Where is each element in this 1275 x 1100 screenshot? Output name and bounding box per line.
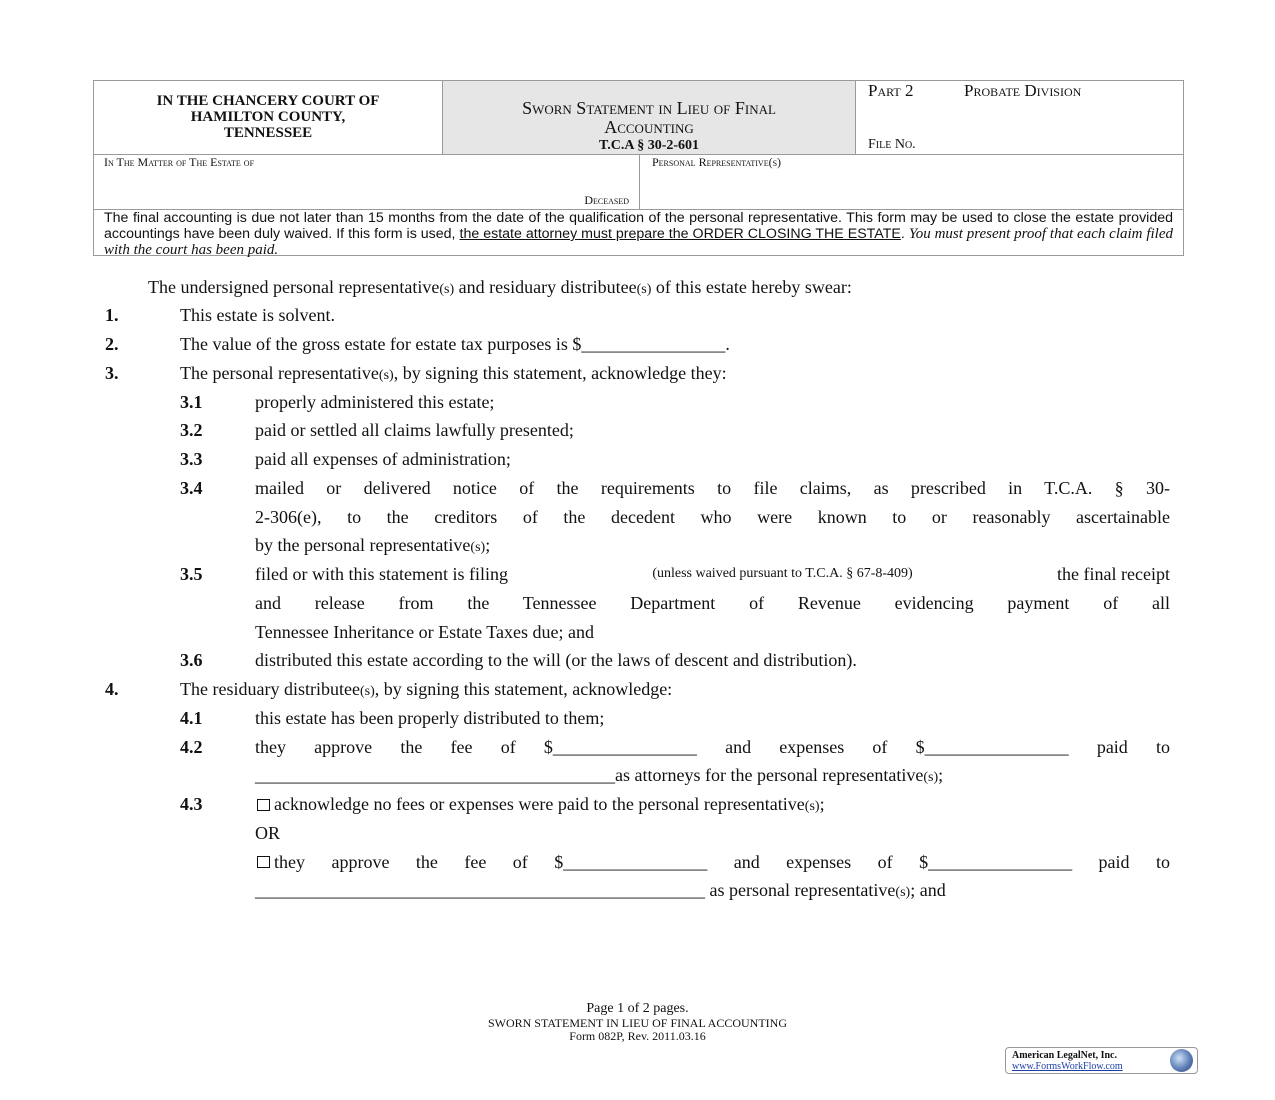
no-fees-checkbox[interactable] (257, 799, 270, 811)
file-number-label: File No. (868, 137, 916, 152)
item-number-4: 4. (105, 679, 119, 699)
court-line-1: IN THE CHANCERY COURT OF (156, 93, 380, 109)
item-3-5-line-1 (255, 564, 1170, 584)
intro-a: The undersigned personal representative (148, 277, 440, 297)
item-number-3-5: 3.5 (180, 564, 203, 584)
american-legalnet-logo[interactable] (1005, 1047, 1198, 1074)
item-3-3-text: paid all expenses of administration; (255, 449, 511, 469)
part-division-cell (855, 81, 1183, 154)
instructions-notice (94, 209, 1183, 256)
form-title (442, 81, 855, 154)
item-number-3-4: 3.4 (180, 478, 203, 498)
item-4-a: The residuary distributee (180, 679, 360, 699)
item-number-4-3: 4.3 (180, 794, 203, 814)
item-4-2-l2b: ; (938, 765, 944, 785)
item-number-3-6: 3.6 (180, 650, 203, 670)
brand-name: American LegalNet, Inc. (1012, 1050, 1117, 1061)
item-4-2-l2s: (s) (923, 770, 939, 785)
approve-fee-checkbox[interactable] (257, 856, 270, 868)
statute-reference: T.C.A § 30-2-601 (598, 138, 700, 153)
estate-matter-field[interactable] (94, 154, 639, 209)
personal-representative-field[interactable] (639, 154, 1183, 209)
notice-italic: You must present proof that each claim filed with the court has been paid. (104, 226, 1173, 258)
item-4-s: (s) (359, 684, 375, 699)
item-4-3-option-1 (257, 794, 825, 817)
item-4-3-l2[interactable]: they approve the fee of $________________ and expenses of $________________ paid to (274, 852, 1170, 872)
personal-representative-label: Personal Representative(s) (652, 155, 782, 169)
footer-form-number: Form 082P, Rev. 2011.03.16 (569, 1029, 706, 1043)
or-separator: OR (255, 823, 281, 843)
notice-text: The final accounting is due not later than 15 months from the date of the qualification of the personal representative. This form may be used to close the estate provided accountings have been duly waived. If this form is used, (104, 210, 1173, 242)
page-number: Page 1 of 2 pages. (586, 1001, 689, 1016)
item-1-text: This estate is solvent. (180, 305, 335, 325)
item-number-4-1: 4.1 (180, 708, 203, 728)
notice-underlined: the estate attorney must prepare the ORDER CLOSING THE ESTATE (459, 226, 901, 242)
intro-s2: (s) (636, 282, 652, 297)
item-4-3-l1s: (s) (804, 799, 820, 814)
item-3-5-l1a: filed or with this statement is filing (255, 564, 508, 584)
court-name (94, 81, 442, 154)
item-3-4-l3a: by the personal representative (255, 535, 471, 555)
item-3-6-text: distributed this estate according to the will (or the laws of descent and distribution). (255, 650, 857, 670)
item-3-4-line-1: mailed or delivered notice of the requirements to file claims, as prescribed in T.C.A. § 30- (255, 478, 1170, 498)
court-line-2: HAMILTON COUNTY, (190, 109, 346, 125)
form-title-line-1: Sworn Statement in Lieu of Final (522, 98, 776, 118)
item-4-b: , by signing this statement, acknowledge: (374, 679, 673, 699)
item-4-2-l2a: ________________________________________as attorneys for the personal representative (255, 765, 924, 785)
deceased-label: Deceased (584, 193, 629, 207)
item-3-4-line-3 (255, 535, 490, 558)
item-3-b: , by signing this statement, acknowledge they: (393, 363, 727, 383)
item-3-4-line-2: 2-306(e), to the creditors of the decedent who were known to or reasonably ascertainable (255, 507, 1170, 527)
item-4-3-l1b: ; (819, 794, 825, 814)
item-4-2-line-2[interactable] (255, 765, 943, 788)
item-3-a: The personal representative (180, 363, 379, 383)
item-3-s: (s) (378, 368, 394, 383)
item-number-3-2: 3.2 (180, 420, 203, 440)
item-3-5-l1b: the final receipt (1057, 564, 1170, 584)
item-number-3: 3. (105, 363, 119, 383)
item-3-4-l3s: (s) (470, 540, 486, 555)
item-3-2-text: paid or settled all claims lawfully presented; (255, 420, 574, 440)
item-3-5-l1s: (unless waived pursuant to T.C.A. § 67-8-409) (652, 566, 913, 581)
footer-form-title: SWORN STATEMENT IN LIEU OF FINAL ACCOUNTING (487, 1016, 788, 1030)
estate-matter-label: In The Matter of The Estate of (104, 155, 255, 169)
item-number-3-1: 3.1 (180, 392, 203, 412)
item-3-4-l3b: ; (485, 535, 491, 555)
item-4-3-option-2 (257, 852, 1170, 872)
item-4-text (180, 679, 672, 702)
item-3-1-text: properly administered this estate; (255, 392, 495, 412)
item-4-3-l1a: acknowledge no fees or expenses were paid to the personal representative (274, 794, 805, 814)
intro-s1: (s) (439, 282, 455, 297)
form-title-line-2: Accounting (604, 117, 694, 137)
item-number-4-2: 4.2 (180, 737, 203, 757)
item-4-3-l3b: ; and (910, 880, 946, 900)
item-number-3-3: 3.3 (180, 449, 203, 469)
item-4-3-l3s: (s) (895, 885, 911, 900)
item-4-1-text: this estate has been properly distributed to them; (255, 708, 605, 728)
brand-url[interactable]: www.FormsWorkFlow.com (1012, 1061, 1123, 1072)
item-3-text (180, 363, 727, 386)
header-table (93, 80, 1184, 256)
intro-b: and residuary distributee (454, 277, 637, 297)
division-label: Probate Division (964, 81, 1082, 100)
notice-period: . (900, 226, 905, 242)
court-line-3: TENNESSEE (223, 125, 313, 141)
item-number-1: 1. (105, 305, 119, 325)
intro-c: of this estate hereby swear: (651, 277, 852, 297)
item-4-3-l3a: __________________________________________________ as personal representative (255, 880, 896, 900)
item-2-text[interactable]: The value of the gross estate for estate tax purposes is $________________. (180, 334, 730, 354)
item-number-2: 2. (105, 334, 119, 354)
globe-icon (1170, 1049, 1193, 1072)
item-3-5-line-2: and release from the Tennessee Department of Revenue evidencing payment of all (255, 593, 1170, 613)
intro-statement (148, 277, 852, 300)
item-4-3-line-3[interactable] (255, 880, 946, 903)
part-label: Part 2 (868, 81, 914, 100)
item-3-5-line-3: Tennessee Inheritance or Estate Taxes due; and (255, 622, 595, 642)
item-4-2-line-1[interactable]: they approve the fee of $________________ and expenses of $________________ paid to (255, 737, 1170, 757)
